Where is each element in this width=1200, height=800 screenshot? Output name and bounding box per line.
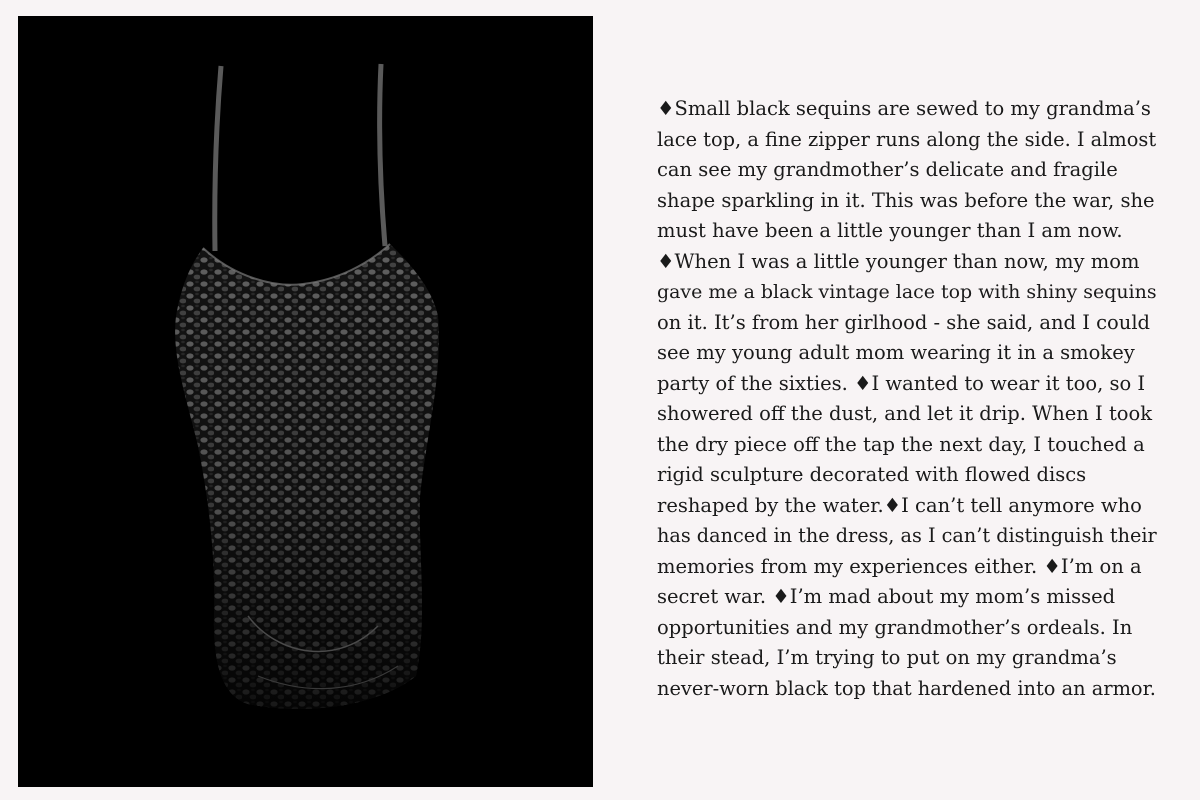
- story-line: gave me a black vintage lace top with shiny sequins: [657, 281, 1157, 303]
- story-line: lace top, a fine zipper runs along the side. I almost: [657, 127, 1157, 151]
- story-line: memories from my experiences either. ♦I’m on a: [657, 554, 1142, 578]
- story-line: on it. It’s from her girlhood - she said, and I could: [657, 310, 1151, 334]
- story-line: the dry piece off the tap the next day, I touched a: [657, 432, 1145, 456]
- story-line: ♦Small black sequins are sewed to my grandma’s: [657, 97, 1151, 120]
- story-line: shape sparkling in it. This was before the war, she: [657, 188, 1155, 212]
- sequin-top-photo: [18, 16, 593, 787]
- story-line: never-worn black top that hardened into an armor.: [657, 676, 1156, 700]
- story-line: reshaped by the water.♦I can’t tell anymore who: [657, 493, 1142, 517]
- left-strap: [215, 66, 221, 251]
- story-line: see my young adult mom wearing it in a smokey: [657, 341, 1135, 364]
- story-text: [657, 94, 1157, 704]
- story-line: their stead, I’m trying to put on my grandma’s: [657, 646, 1117, 669]
- right-strap: [380, 64, 385, 246]
- story-line: secret war. ♦I’m mad about my mom’s missed: [657, 585, 1116, 608]
- story-line: opportunities and my grandmother’s ordeals. In: [657, 615, 1133, 639]
- story-line: rigid sculpture decorated with flowed discs: [657, 463, 1087, 486]
- story-line: party of the sixties. ♦I wanted to wear it too, so I: [657, 371, 1146, 395]
- story-line: ♦When I was a little younger than now, my mom: [657, 249, 1140, 273]
- story-line: can see my grandmother’s delicate and fragile: [657, 158, 1118, 181]
- sequin-top-illustration: [18, 16, 593, 787]
- story-line: has danced in the dress, as I can’t distinguish their: [657, 524, 1157, 547]
- story-line: must have been a little younger than I am now.: [657, 219, 1123, 242]
- story-line: showered off the dust, and let it drip. When I took: [657, 402, 1153, 425]
